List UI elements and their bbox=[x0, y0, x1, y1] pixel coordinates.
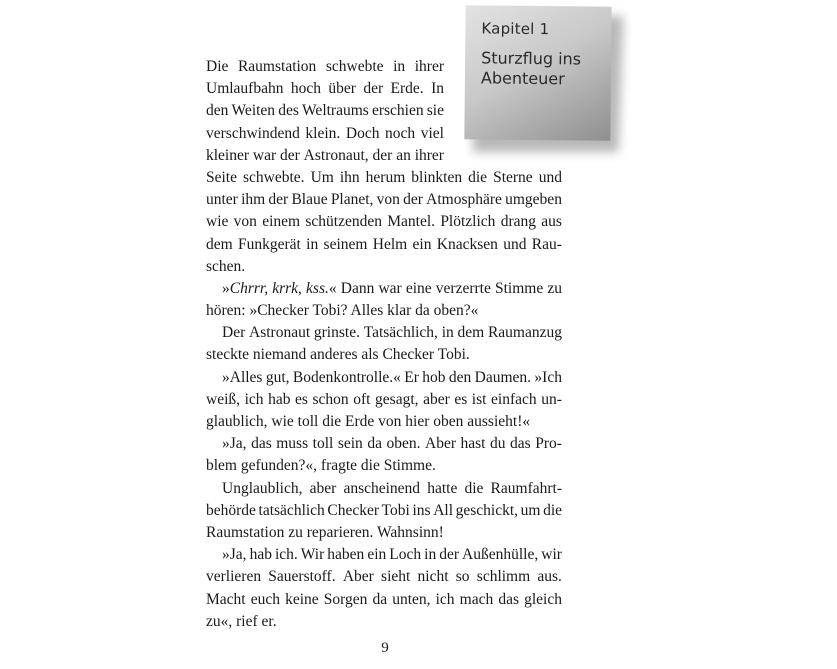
word: »Ja, bbox=[222, 435, 247, 453]
word: Wir bbox=[300, 546, 325, 564]
word: über bbox=[328, 80, 356, 98]
word: Atmosphäre bbox=[426, 191, 502, 209]
word: das bbox=[510, 435, 531, 453]
word: du bbox=[490, 435, 506, 453]
word: »Ja, bbox=[222, 546, 247, 564]
word: der bbox=[403, 191, 423, 209]
word: die bbox=[543, 501, 562, 519]
text-line bbox=[206, 589, 562, 611]
word: war bbox=[378, 279, 402, 297]
word: ein bbox=[367, 546, 387, 564]
word: Astronaut, bbox=[303, 146, 369, 164]
word: In bbox=[431, 80, 444, 98]
word: seinem bbox=[323, 235, 368, 253]
word: einfach bbox=[491, 390, 537, 408]
chapter-title-line: Abenteuer bbox=[480, 68, 565, 89]
word: Checker bbox=[327, 501, 380, 519]
word: ins bbox=[412, 501, 431, 519]
word: oft bbox=[353, 390, 371, 408]
text-line bbox=[206, 500, 562, 522]
word: die bbox=[468, 168, 488, 186]
word: behörde bbox=[206, 501, 256, 519]
word: sieht bbox=[381, 568, 411, 586]
word: ich bbox=[435, 590, 455, 608]
word: Er bbox=[404, 368, 419, 386]
word: einem bbox=[262, 213, 301, 231]
text-line: steckte niemand anderes als Checker Tobi. bbox=[206, 346, 470, 364]
word: kss.« bbox=[306, 279, 337, 297]
word: krrk, bbox=[272, 279, 302, 297]
word: verzerrte bbox=[435, 279, 491, 297]
word: hoch bbox=[290, 80, 322, 98]
word: hast bbox=[460, 435, 486, 453]
word: ihm bbox=[241, 191, 266, 209]
word: euch bbox=[250, 590, 280, 608]
text-line: schen. bbox=[206, 257, 246, 275]
word: sie bbox=[426, 102, 444, 120]
word: Astronaut bbox=[249, 324, 311, 342]
word: der bbox=[363, 80, 384, 98]
text-line bbox=[206, 234, 562, 256]
text-line bbox=[206, 189, 562, 211]
word: wir bbox=[541, 546, 562, 564]
word: Mantel. bbox=[387, 213, 436, 231]
word: schützenden bbox=[305, 213, 382, 231]
word: noch bbox=[385, 124, 416, 142]
word: Sterne bbox=[493, 168, 533, 186]
word: sein bbox=[337, 435, 363, 453]
word: des bbox=[278, 102, 299, 120]
text-line: Raumstation zu reparieren. Wahnsinn! bbox=[206, 523, 444, 541]
word: um bbox=[520, 501, 541, 519]
text-line: zu«, rief er. bbox=[206, 612, 277, 630]
word: aus. bbox=[537, 568, 562, 586]
word: Dann bbox=[340, 279, 375, 297]
word: gesagt, bbox=[375, 390, 419, 408]
word: dem bbox=[206, 235, 233, 253]
chapter-label: Kapitel 1 bbox=[481, 19, 550, 39]
word: schon bbox=[312, 390, 349, 408]
word: verschwindend bbox=[206, 124, 300, 142]
text-line bbox=[206, 56, 444, 78]
word: »Ich bbox=[534, 368, 562, 386]
word: Macht bbox=[206, 590, 246, 608]
page-number: 9 bbox=[381, 640, 389, 656]
word: hab bbox=[249, 546, 272, 564]
word: aus bbox=[541, 213, 562, 231]
word: unten, bbox=[392, 590, 431, 608]
word: Knacksen bbox=[436, 235, 498, 253]
word: in bbox=[393, 58, 406, 75]
word: war bbox=[252, 146, 277, 164]
word: Loch bbox=[389, 546, 422, 564]
word: das bbox=[251, 435, 272, 453]
word: und bbox=[503, 235, 527, 253]
word: eine bbox=[405, 279, 432, 297]
word: Planet, bbox=[330, 191, 374, 209]
word: Plötzlich bbox=[440, 213, 496, 231]
word: kleiner bbox=[206, 146, 250, 164]
text-line bbox=[206, 322, 562, 344]
text-line bbox=[206, 78, 444, 100]
word: da bbox=[367, 435, 382, 453]
word: Sorgen bbox=[323, 590, 368, 608]
word: blinkten bbox=[411, 168, 463, 186]
word: un- bbox=[541, 390, 562, 408]
word: es bbox=[454, 390, 468, 408]
word: Stimme bbox=[494, 279, 544, 297]
word: Pro- bbox=[535, 435, 562, 453]
word: ist bbox=[471, 390, 487, 408]
word: ein bbox=[412, 235, 432, 253]
word: hab bbox=[268, 390, 291, 408]
text-line: hören: »Checker Tobi? Alles klar da oben?« bbox=[206, 302, 479, 320]
word: Seite bbox=[206, 168, 237, 186]
word: Funkgerät bbox=[238, 235, 301, 253]
text-line bbox=[206, 211, 562, 233]
word: von bbox=[376, 191, 400, 209]
word: der bbox=[439, 546, 460, 564]
word: Weltraums bbox=[302, 102, 369, 120]
text-line bbox=[206, 544, 562, 566]
word: drang bbox=[500, 213, 536, 231]
word: umgeben bbox=[505, 191, 562, 209]
word: wie bbox=[206, 213, 229, 231]
word: haben bbox=[327, 546, 365, 564]
word: »Alles bbox=[222, 368, 263, 386]
word: in bbox=[306, 235, 319, 253]
word: Doch bbox=[345, 124, 380, 142]
word: ihn bbox=[339, 168, 360, 186]
body-text bbox=[206, 56, 562, 633]
word: Außenhülle, bbox=[462, 546, 539, 564]
word: Blaue bbox=[291, 191, 328, 209]
text-line bbox=[206, 566, 562, 588]
text-line bbox=[206, 145, 444, 167]
word: in bbox=[424, 546, 437, 564]
word: herum bbox=[365, 168, 406, 186]
text-line bbox=[206, 433, 562, 455]
word: von bbox=[233, 213, 257, 231]
word: Aber bbox=[425, 435, 456, 453]
word: es bbox=[295, 390, 308, 408]
word: der bbox=[268, 191, 289, 209]
word: Raumanzug bbox=[487, 324, 562, 342]
word: Raumstation bbox=[237, 58, 317, 75]
word: den bbox=[206, 102, 229, 120]
text-line bbox=[206, 367, 562, 389]
word: aber bbox=[423, 390, 450, 408]
word: Tatsächlich, bbox=[363, 324, 438, 342]
word: Unglaublich, bbox=[222, 479, 303, 497]
word: an bbox=[396, 146, 411, 164]
word: die bbox=[464, 479, 484, 497]
text-line bbox=[206, 123, 444, 145]
word: Bodenkontrolle.« bbox=[292, 368, 401, 386]
word: Die bbox=[206, 58, 229, 75]
word: das bbox=[498, 590, 519, 608]
word: Erde. bbox=[390, 80, 424, 98]
word: anscheinend bbox=[343, 479, 421, 497]
word: Rau- bbox=[531, 235, 562, 253]
text-line bbox=[206, 100, 444, 122]
word: keine bbox=[285, 590, 319, 608]
word: gleich bbox=[524, 590, 562, 608]
word: ich. bbox=[274, 546, 298, 564]
text-line: blem gefunden?«, fragte die Stimme. bbox=[206, 457, 436, 475]
text-line: glaublich, wie toll die Erde von hier oben aussieht!« bbox=[206, 413, 531, 430]
word: toll bbox=[312, 435, 334, 453]
word: ihrer bbox=[414, 58, 444, 75]
word: hob bbox=[422, 368, 446, 386]
text-line bbox=[206, 278, 562, 300]
text-line bbox=[206, 389, 562, 411]
word: Weiten bbox=[231, 102, 276, 120]
word: viel bbox=[420, 124, 444, 142]
word: All bbox=[433, 501, 453, 519]
word: unter bbox=[206, 191, 238, 209]
word: zu bbox=[547, 279, 562, 297]
word: schlimm bbox=[476, 568, 531, 586]
word: und bbox=[538, 168, 562, 186]
word: geschickt, bbox=[455, 501, 519, 519]
word: der bbox=[280, 146, 300, 164]
word: aber bbox=[309, 479, 337, 497]
word: nicht bbox=[417, 568, 449, 586]
word: Der bbox=[222, 324, 246, 342]
word: so bbox=[455, 568, 470, 586]
word: Um bbox=[310, 168, 334, 186]
word: Raumfahrt- bbox=[490, 479, 562, 497]
word: muss bbox=[276, 435, 309, 453]
word: Daumen. bbox=[474, 368, 532, 386]
word: Helm bbox=[372, 235, 408, 253]
word: klein. bbox=[305, 124, 341, 142]
word: gut, bbox=[265, 368, 290, 386]
word: Umlaufbahn bbox=[206, 80, 284, 98]
word: dem bbox=[457, 324, 485, 342]
word: verlieren bbox=[206, 568, 262, 586]
word: grinste. bbox=[313, 324, 360, 342]
word: Tobi bbox=[381, 501, 410, 519]
word: da bbox=[372, 590, 388, 608]
word: schwebte. bbox=[243, 168, 305, 186]
word: ihrer bbox=[414, 146, 444, 164]
text-line bbox=[206, 478, 562, 500]
word: tatsächlich bbox=[258, 501, 325, 519]
word: oben. bbox=[386, 435, 421, 453]
word: in bbox=[441, 324, 454, 342]
word: mach bbox=[459, 590, 494, 608]
word: »Chrrr, bbox=[222, 279, 269, 297]
word: ich bbox=[244, 390, 264, 408]
word: schwebte bbox=[325, 58, 384, 75]
word: hatte bbox=[427, 479, 458, 497]
text-line bbox=[206, 167, 562, 189]
word: Aber bbox=[342, 568, 374, 586]
word: erschien bbox=[371, 102, 424, 120]
word: den bbox=[448, 368, 472, 386]
word: weiß, bbox=[206, 390, 241, 408]
word: der bbox=[372, 146, 393, 164]
word: Sauerstoff. bbox=[268, 568, 336, 586]
chapter-title-line: Sturzflug ins bbox=[481, 48, 582, 69]
